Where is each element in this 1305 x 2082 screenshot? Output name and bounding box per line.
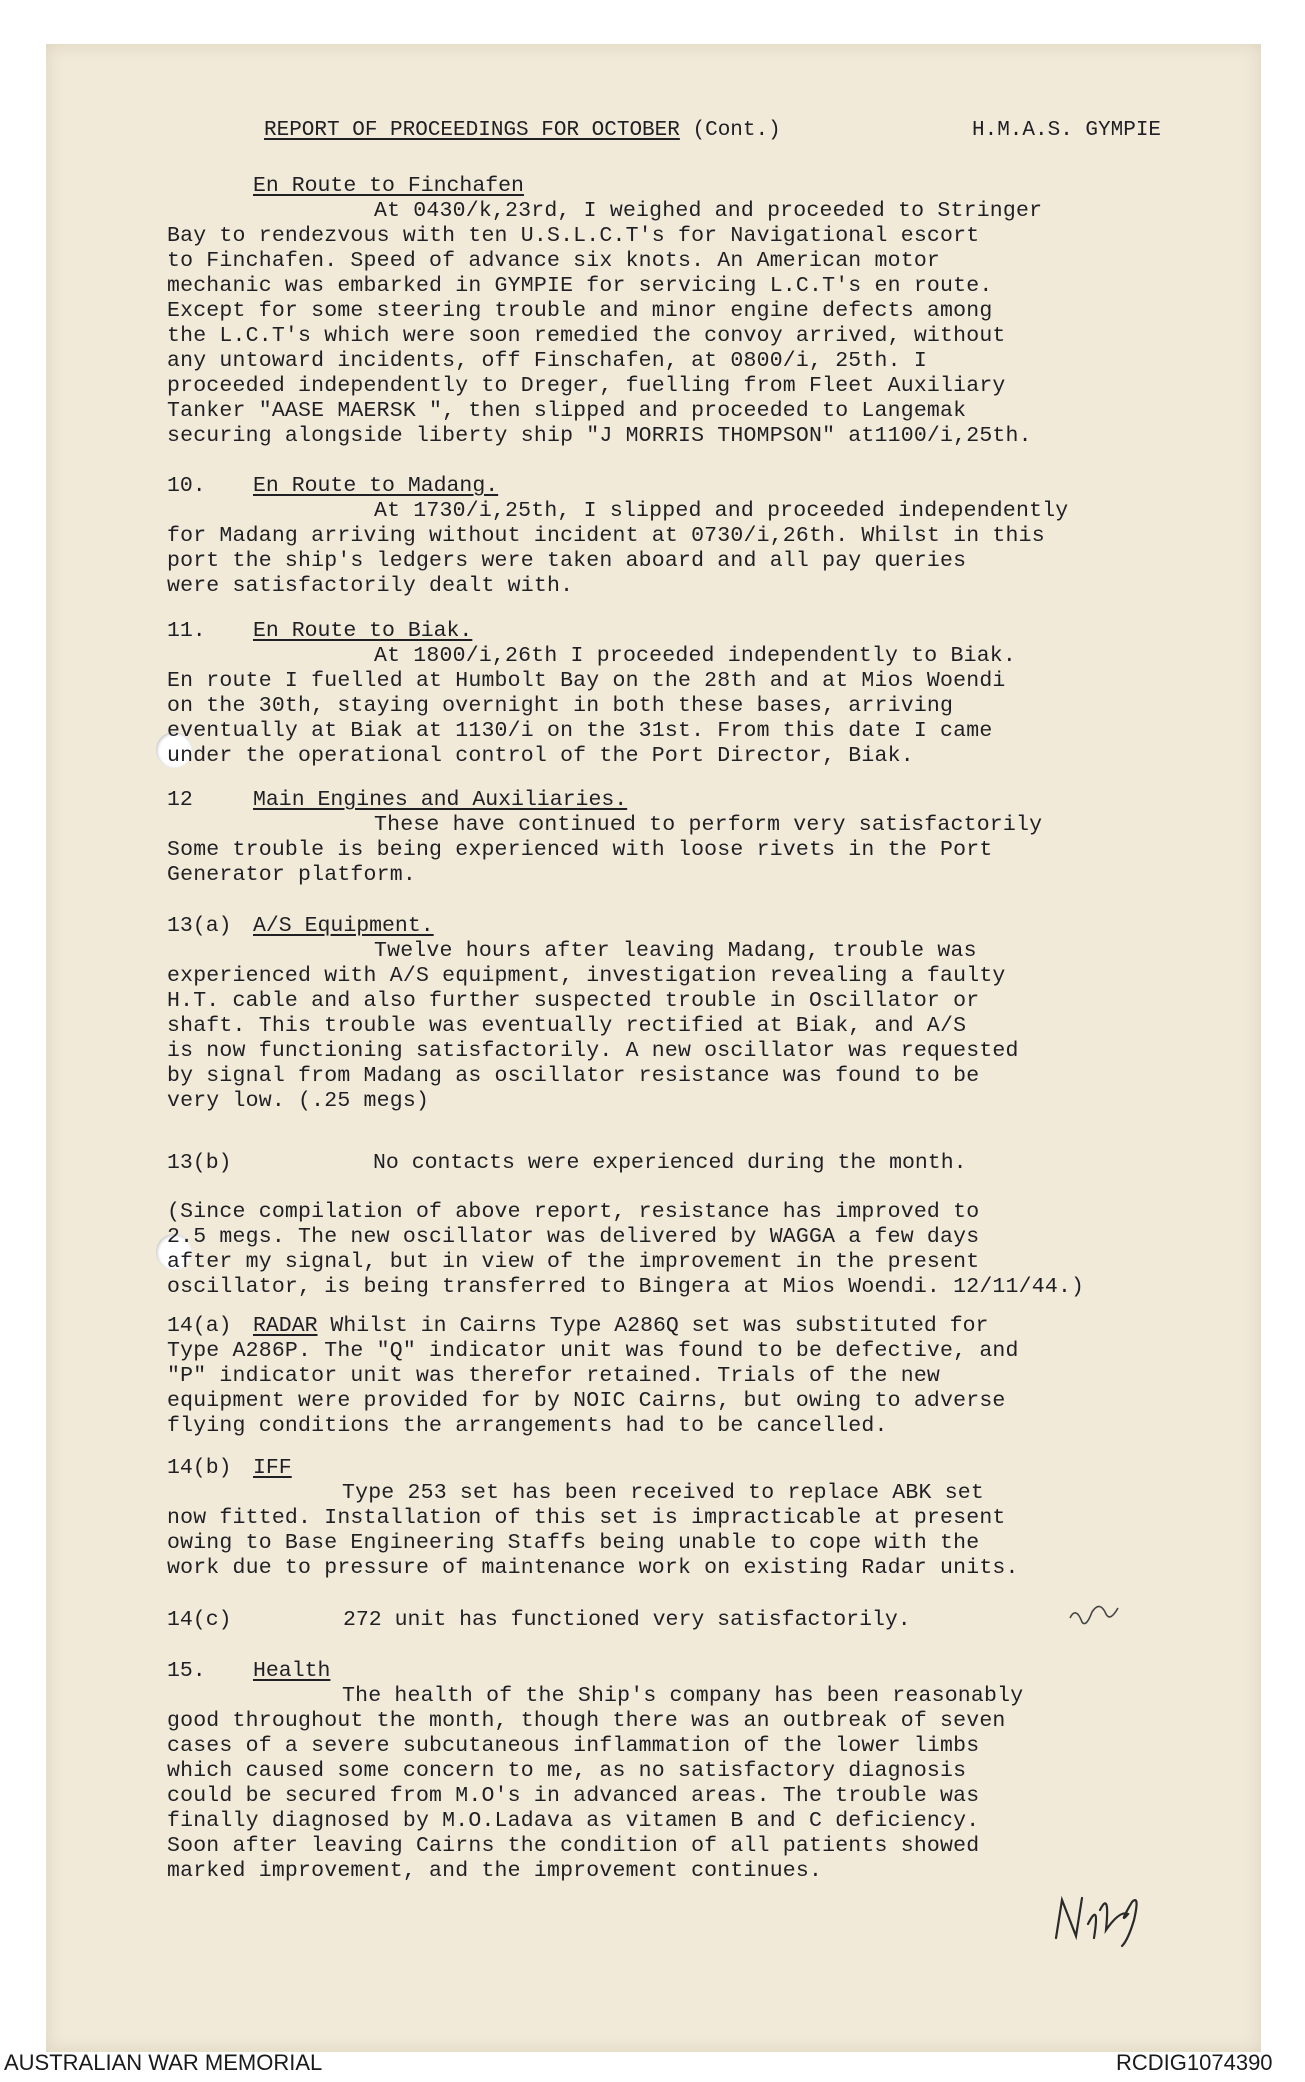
text-line: experienced with A/S equipment, investigation revealing a faulty (167, 964, 1006, 988)
text-line: securing alongside liberty ship "J MORRIS THOMPSON" at1100/i,25th. (167, 424, 1032, 448)
section-heading: Main Engines and Auxiliaries. (253, 788, 628, 812)
text-line: Tanker "AASE MAERSK ", then slipped and proceeded to Langemak (167, 399, 967, 423)
signature-icon (1048, 1880, 1158, 1950)
text-line: "P" indicator unit was therefor retained. Trials of the new (167, 1364, 941, 1388)
text-line: (Since compilation of above report, resistance has improved to (167, 1200, 980, 1224)
section-number: 13(a) (167, 914, 232, 938)
text-line: shaft. This trouble was eventually rectified at Biak, and A/S (167, 1014, 967, 1038)
text-line: proceeded independently to Dreger, fuelling from Fleet Auxiliary (167, 374, 1006, 398)
text-line: marked improvement, and the improvement continues. (167, 1859, 823, 1883)
text-line: on the 30th, staying overnight in both these bases, arriving (167, 694, 954, 718)
text-line: These have continued to perform very satisfactorily (374, 813, 1043, 837)
section-12 (167, 788, 1197, 888)
text-line: owing to Base Engineering Staffs being unable to cope with the (167, 1531, 980, 1555)
section-number: 14(a) (167, 1314, 232, 1338)
text-line: is now functioning satisfactorily. A new oscillator was requested (167, 1039, 1019, 1063)
text-line: very low. (.25 megs) (167, 1089, 430, 1113)
text-line: oscillator, is being transferred to Bingera at Mios Woendi. 12/11/44.) (167, 1275, 1085, 1299)
section-14a (167, 1314, 1197, 1439)
text-line: cases of a severe subcutaneous inflammation of the lower limbs (167, 1734, 980, 1758)
text-line: by signal from Madang as oscillator resistance was found to be (167, 1064, 980, 1088)
text-line: H.T. cable and also further suspected trouble in Oscillator or (167, 989, 980, 1013)
text-line: Bay to rendezvous with ten U.S.L.C.T's for Navigational escort (167, 224, 980, 248)
text-line: were satisfactorily dealt with. (167, 574, 574, 598)
text-line: 272 unit has functioned very satisfactorily. (343, 1608, 911, 1632)
text-line: No contacts were experienced during the month. (373, 1151, 967, 1175)
section-heading: A/S Equipment. (253, 914, 434, 938)
section-13b (167, 1151, 1197, 1176)
section-number: 12 (167, 788, 193, 812)
text-line: Type A286P. The "Q" indicator unit was found to be defective, and (167, 1339, 1019, 1363)
text-line: Type 253 set has been received to replace ABK set (342, 1481, 985, 1505)
text-line: eventually at Biak at 1130/i on the 31st. From this date I came (167, 719, 993, 743)
text-line: flying conditions the arrangements had to be cancelled. (167, 1414, 888, 1438)
section-heading: En Route to Finchafen (253, 174, 524, 198)
text-line: for Madang arriving without incident at 0730/i,26th. Whilst in this (167, 524, 1045, 548)
addendum-note (167, 1200, 1197, 1300)
section-13a (167, 914, 1197, 1114)
text-line: any untoward incidents, off Finschafen, at 0800/i, 25th. I (167, 349, 927, 373)
section-heading: IFF (253, 1456, 292, 1480)
text-line: Generator platform. (167, 863, 416, 887)
text-line: At 0430/k,23rd, I weighed and proceeded to Stringer (374, 199, 1043, 223)
ship-name: H.M.A.S. GYMPIE (972, 119, 1162, 142)
text-line: the L.C.T's which were soon remedied the convoy arrived, without (167, 324, 1006, 348)
section-10 (167, 474, 1197, 599)
section-11 (167, 619, 1197, 769)
text-line: finally diagnosed by M.O.Ladava as vitamen B and C deficiency. (167, 1809, 980, 1833)
text-line: Twelve hours after leaving Madang, trouble was (374, 939, 977, 963)
section-heading: Health (253, 1659, 331, 1683)
archive-id: RCDIG1074390 (1116, 2050, 1273, 2075)
text-line: to Finchafen. Speed of advance six knots. An American motor (167, 249, 941, 273)
section-finchafen (167, 174, 1197, 449)
section-14c (167, 1608, 1197, 1633)
section-heading: En Route to Madang. (253, 474, 499, 498)
text-line: Soon after leaving Cairns the condition of all patients showed (167, 1834, 980, 1858)
section-15 (167, 1659, 1197, 1884)
text-line: Some trouble is being experienced with loose rivets in the Port (167, 838, 993, 862)
text-line: At 1800/i,26th I proceeded independently to Biak. (374, 644, 1017, 668)
text-line: Except for some steering trouble and minor engine defects among (167, 299, 993, 323)
text-line: after my signal, but in view of the improvement in the present (167, 1250, 980, 1274)
text-line: now fitted. Installation of this set is impracticable at present (167, 1506, 1006, 1530)
section-heading: RADAR (253, 1314, 318, 1338)
text-line: The health of the Ship's company has been reasonably (342, 1684, 1024, 1708)
text-line: mechanic was embarked in GYMPIE for servicing L.C.T's en route. (167, 274, 993, 298)
archive-credit: AUSTRALIAN WAR MEMORIAL (4, 2050, 323, 2075)
text-line: Whilst in Cairns Type A286Q set was substituted for (330, 1314, 989, 1338)
text-line: En route I fuelled at Humbolt Bay on the 28th and at Mios Woendi (167, 669, 1006, 693)
text-line: equipment were provided for by NOIC Cairns, but owing to adverse (167, 1389, 1006, 1413)
section-number: 10. (167, 474, 206, 498)
section-number: 15. (167, 1659, 206, 1683)
section-number: 14(c) (167, 1608, 232, 1632)
report-title: REPORT OF PROCEEDINGS FOR OCTOBER (Cont.) (264, 119, 781, 142)
text-line: port the ship's ledgers were taken aboard and all pay queries (167, 549, 967, 573)
text-line: work due to pressure of maintenance work on existing Radar units. (167, 1556, 1019, 1580)
tick-mark-icon (1066, 1598, 1126, 1634)
section-number: 13(b) (167, 1151, 232, 1175)
text-line: At 1730/i,25th, I slipped and proceeded independently (374, 499, 1069, 523)
section-number: 14(b) (167, 1456, 232, 1480)
text-line: 2.5 megs. The new oscillator was delivered by WAGGA a few days (167, 1225, 980, 1249)
section-number: 11. (167, 619, 206, 643)
text-line: under the operational control of the Port Director, Biak. (167, 744, 914, 768)
text-line: good throughout the month, though there was an outbreak of seven (167, 1709, 1006, 1733)
section-heading: En Route to Biak. (253, 619, 473, 643)
text-line: could be secured from M.O's in advanced areas. The trouble was (167, 1784, 980, 1808)
section-14b (167, 1456, 1197, 1581)
text-line: which caused some concern to me, as no satisfactory diagnosis (167, 1759, 967, 1783)
